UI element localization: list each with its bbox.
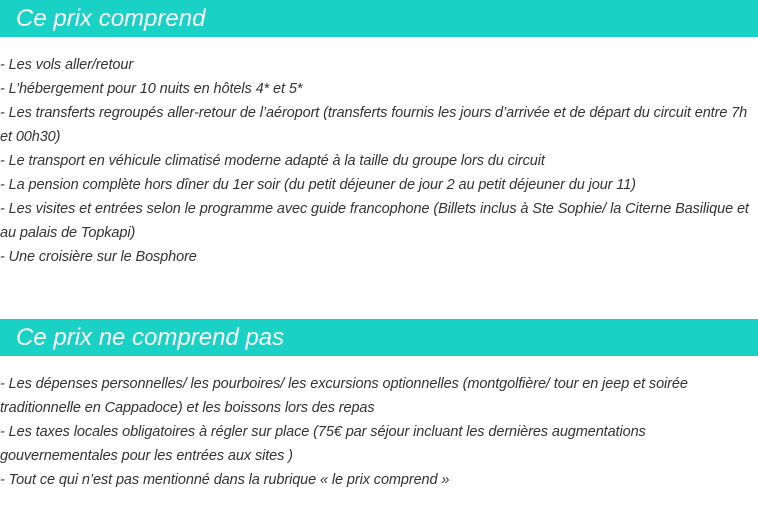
includes-list-item: - Le transport en véhicule climatisé moderne adapté à la taille du groupe lors du circuit bbox=[0, 153, 545, 169]
includes-section-header bbox=[0, 0, 758, 37]
excludes-list bbox=[0, 372, 758, 492]
excludes-list-item: - Les taxes locales obligatoires à régler sur place (75€ par séjour incluant les dernières augmentations gouvernementales pour les entrées aux sites ) bbox=[0, 424, 646, 464]
excludes-list-item: - Tout ce qui n’est pas mentionné dans la rubrique « le prix comprend » bbox=[0, 472, 450, 488]
excludes-list-item: - Les dépenses personnelles/ les pourboires/ les excursions optionnelles (montgolfière/ tour en jeep et soirée traditionnelle en Cappadoce) et les boissons lors des repas bbox=[0, 376, 688, 416]
excludes-section-header bbox=[0, 319, 758, 356]
includes-list-item: - Les visites et entrées selon le programme avec guide francophone (Billets inclus à Ste Sophie/ la Citerne Basilique et au palais de Topkapi) bbox=[0, 201, 749, 241]
includes-section-title: Ce prix comprend bbox=[16, 4, 206, 32]
includes-list-item: - Les vols aller/retour bbox=[0, 57, 134, 73]
includes-list-item: - Une croisière sur le Bosphore bbox=[0, 249, 197, 265]
includes-list-item: - Les transferts regroupés aller-retour de l’aéroport (transferts fournis les jours d’arrivée et de départ du circuit entre 7h et 00h30) bbox=[0, 105, 748, 145]
includes-list bbox=[0, 53, 758, 269]
excludes-section-title: Ce prix ne comprend pas bbox=[16, 323, 285, 351]
includes-list-item: - L’hébergement pour 10 nuits en hôtels 4* et 5* bbox=[0, 81, 303, 97]
includes-list-item: - La pension complète hors dîner du 1er soir (du petit déjeuner de jour 2 au petit déjeuner du jour 11) bbox=[0, 177, 636, 193]
